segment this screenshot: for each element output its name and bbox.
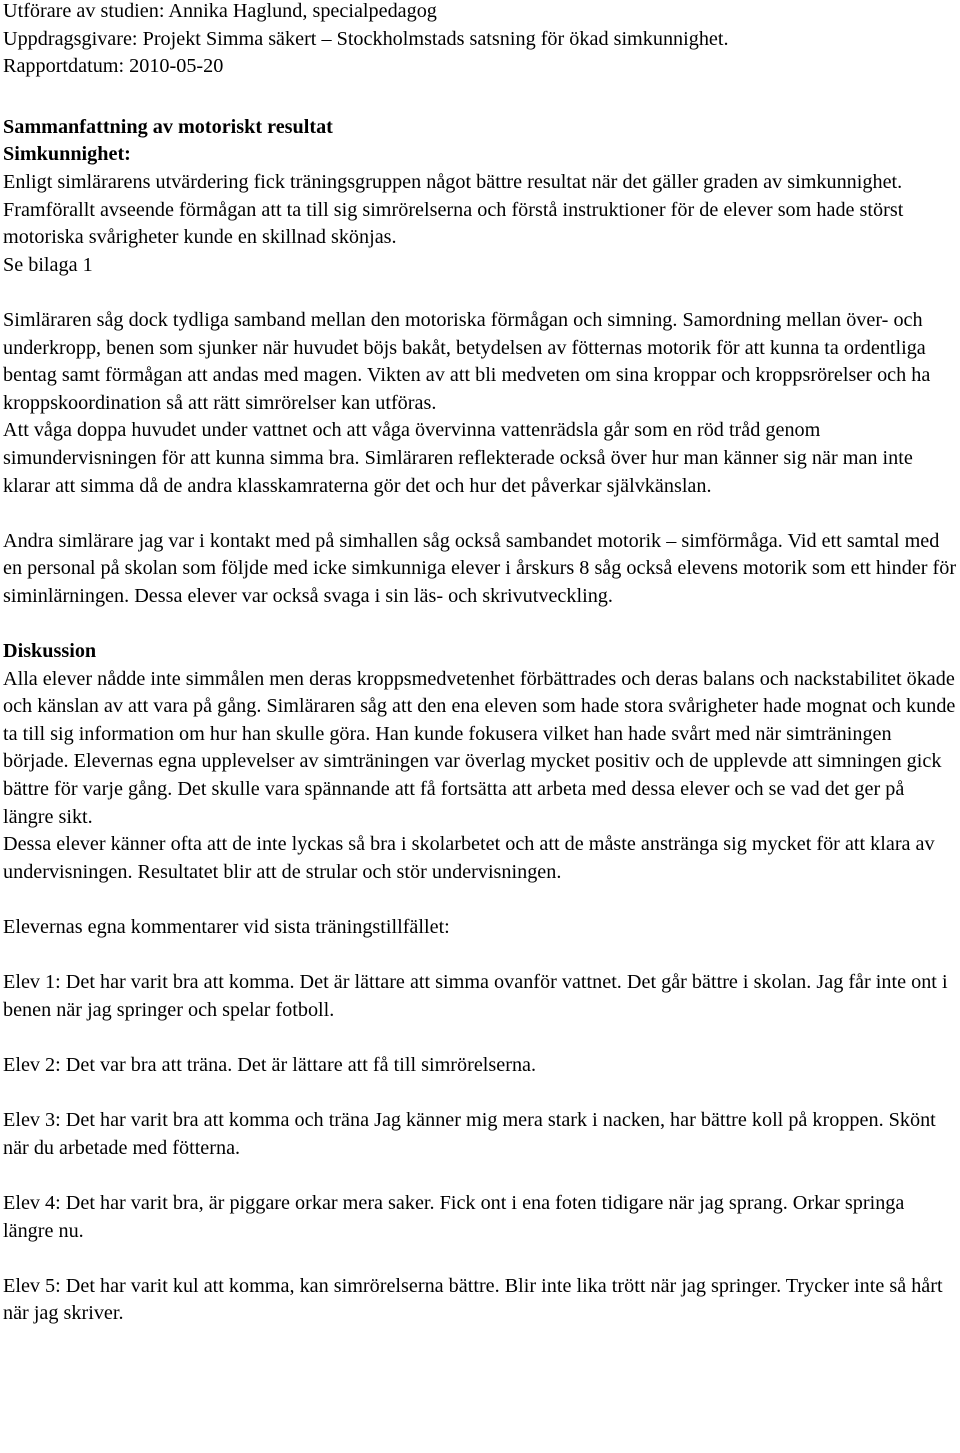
- summary-paragraph-3: Att våga doppa huvudet under vattnet och att våga övervinna vattenrädsla går som en röd tråd genom simundervisningen för att kunna simma bra. Simläraren reflekterade också över hur man känner sig när man inte klarar att simma då de andra klasskamraterna gör det och hur det påverkar självkänslan.: [3, 419, 913, 497]
- spacer: [3, 1024, 959, 1052]
- comments-section: [3, 914, 959, 1328]
- spacer: [3, 610, 959, 638]
- comments-intro: Elevernas egna kommentarer vid sista träningstillfället:: [3, 916, 450, 938]
- summary-subtitle: Simkunnighet:: [3, 143, 131, 166]
- discussion-title: Diskussion: [3, 640, 97, 663]
- spacer: [3, 279, 959, 307]
- document-page: [3, 0, 959, 1328]
- spacer: [3, 1080, 959, 1108]
- spacer: [3, 942, 959, 970]
- summary-title: Sammanfattning av motoriskt resultat: [3, 115, 333, 138]
- comment-item: Elev 5: Det har varit kul att komma, kan simrörelserna bättre. Blir inte lika trött när jag springer. Trycker inte så hårt när jag skriver.: [3, 1274, 943, 1325]
- summary-paragraph-2: Simläraren såg dock tydliga samband mellan den motoriska förmågan och simning. Samordning mellan över- och underkropp, benen som sjunker när huvudet böjs bakåt, betydelsen av fötternas motorik för att kunna ta ordentliga bentag samt förmågan att andas med magen. Vikten av att bli medveten om sina kroppar och kroppsrörelser och ha kroppskoordination så att rätt simrörelser kan utföras.: [3, 308, 931, 414]
- comment-item: Elev 4: Det har varit bra, är piggare orkar mera saker. Fick ont i ena foten tidigare när jag sprang. Orkar springa längre nu.: [3, 1191, 905, 1242]
- spacer: [3, 886, 959, 914]
- summary-section: [3, 114, 959, 611]
- report-date-line: Rapportdatum: 2010-05-20: [3, 55, 224, 78]
- discussion-section: [3, 638, 959, 886]
- summary-paragraph-4: Andra simlärare jag var i kontakt med på simhallen såg också sambandet motorik – simförmåga. Vid ett samtal med en personal på skolan som följde med icke simkunniga elever i årskurs 8 såg också elevens motorik som ett hinder för siminlärningen. Dessa elever var också svaga i sin läs- och skrivutveckling.: [3, 529, 957, 607]
- client-line: Uppdragsgivare: Projekt Simma säkert – Stockholmstads satsning för ökad simkunnighet.: [3, 27, 729, 50]
- summary-reference: Se bilaga 1: [3, 253, 93, 276]
- spacer: [3, 1162, 959, 1190]
- author-line: Utförare av studien: Annika Haglund, specialpedagog: [3, 0, 437, 22]
- discussion-paragraph-1: Alla elever nådde inte simmålen men deras kroppsmedvetenhet förbättrades och deras balans och nackstabilitet ökade och känslan av att vara på gång. Simläraren såg att den ena eleven som hade stora svårigheter hade mognat och kunde ta till sig information om hur han skulle göra. Han kunde fokusera vilket han hade svårt med när simträningen började. Elevernas egna upplevelser av simträningen var överlag mycket positiv och de upplevde att simningen gick bättre för varje gång. Det skulle vara spännande att få fortsätta att arbeta med dessa elever och se vad det ger på längre sikt.: [3, 667, 956, 828]
- comment-item: Elev 3: Det har varit bra att komma och träna Jag känner mig mera stark i nacken, har bättre koll på kroppen. Skönt när du arbetade med fötterna.: [3, 1109, 936, 1159]
- spacer: [3, 500, 959, 528]
- summary-paragraph-1: Enligt simlärarens utvärdering fick träningsgruppen något bättre resultat när det gäller graden av simkunnighet. Framförallt avseende förmågan att ta till sig simrörelserna och förstå instruktioner för de elever som hade störst motoriska svårigheter kunde en skillnad skönjas.: [3, 170, 904, 249]
- comment-item: Elev 2: Det var bra att träna. Det är lättare att få till simrörelserna.: [3, 1053, 537, 1076]
- discussion-paragraph-2: Dessa elever känner ofta att de inte lyckas så bra i skolarbetet och att de måste anstränga sig mycket för att klara av undervisningen. Resultatet blir att de strular och stör undervisningen.: [3, 833, 935, 883]
- spacer: [3, 81, 959, 114]
- comment-item: Elev 1: Det har varit bra att komma. Det är lättare att simma ovanför vattnet. Det går bättre i skolan. Jag får inte ont i benen när jag springer och spelar fotboll.: [3, 971, 948, 1021]
- spacer: [3, 1245, 959, 1273]
- report-header: [3, 0, 959, 81]
